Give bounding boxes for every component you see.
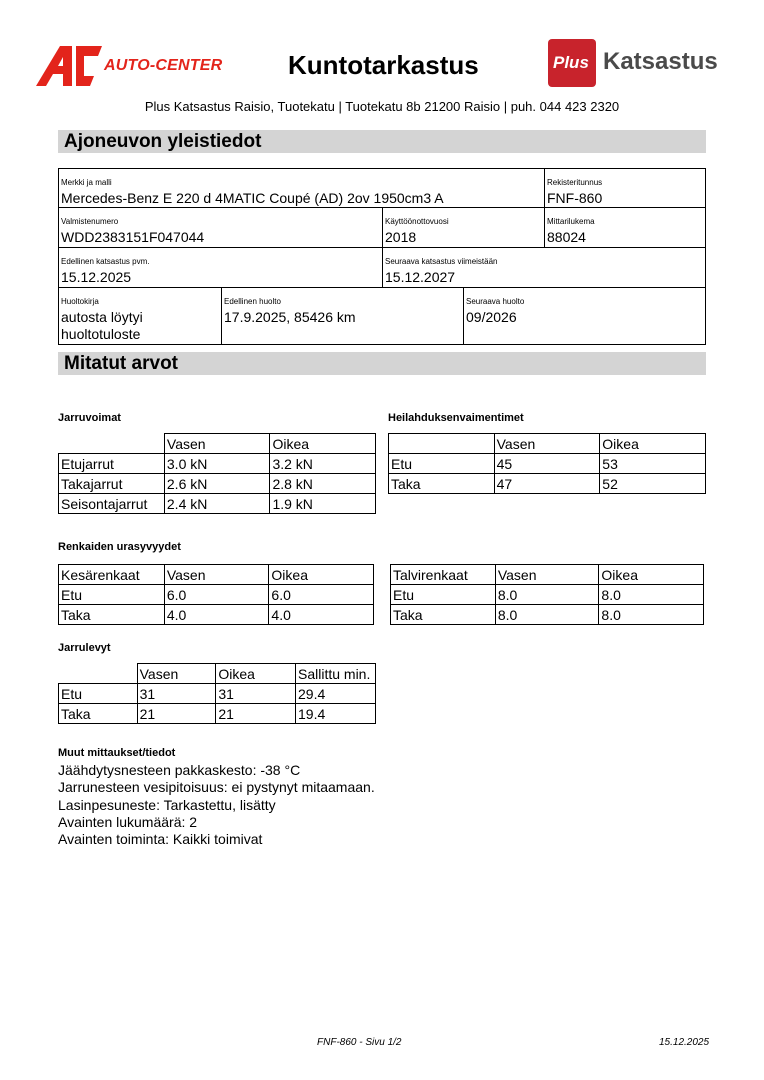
table-cell: 19.4: [296, 704, 376, 724]
header-cell: Oikea: [270, 434, 376, 454]
header-cell: Oikea: [600, 434, 706, 454]
table-cell: Etu: [391, 585, 496, 605]
header-cell: [389, 434, 495, 454]
table-cell: Seisontajarrut: [59, 494, 165, 514]
table-cell: 3.0 kN: [164, 454, 270, 474]
year-label: Käyttöönottovuosi: [385, 217, 449, 226]
odometer-cell: [544, 207, 706, 248]
list-item: Avainten lukumäärä: 2: [58, 813, 198, 830]
table-cell: 8.0: [495, 605, 599, 625]
table-row: [389, 474, 706, 494]
table-cell: Taka: [59, 605, 165, 625]
make-model-value: Mercedes-Benz E 220 d 4MATIC Coupé (AD) 2ov 1950cm3 A: [61, 190, 444, 206]
table-row: [391, 605, 704, 625]
table-cell: Taka: [389, 474, 495, 494]
table-row: [389, 454, 706, 474]
header-cell: Vasen: [494, 434, 600, 454]
prev-service-cell: [221, 287, 464, 345]
odometer-label: Mittarilukema: [547, 217, 595, 226]
table-cell: Etujarrut: [59, 454, 165, 474]
table-cell: 1.9 kN: [270, 494, 376, 514]
brakes-table: [58, 433, 376, 514]
table-header-row: [389, 434, 706, 454]
table-cell: 2.6 kN: [164, 474, 270, 494]
table-cell: 8.0: [495, 585, 599, 605]
table-cell: Takajarrut: [59, 474, 165, 494]
make-model-cell: [58, 168, 545, 208]
year-cell: [382, 207, 545, 248]
table-cell: 31: [137, 684, 216, 704]
header-cell: Oikea: [216, 664, 296, 684]
reg-label: Rekisteritunnus: [547, 178, 603, 187]
table-cell: 2.4 kN: [164, 494, 270, 514]
table-row: [59, 494, 376, 514]
footer-date: 15.12.2025: [659, 1037, 710, 1048]
table-cell: 31: [216, 684, 296, 704]
table-cell: Taka: [59, 704, 138, 724]
list-item: Jarrunesteen vesipitoisuus: ei pystynyt mitaamaan.: [58, 779, 375, 796]
header-cell: Vasen: [137, 664, 216, 684]
odometer-value: 88024: [547, 229, 586, 245]
prev-inspection-cell: [58, 247, 383, 288]
next-service-label: Seuraava huolto: [466, 297, 525, 306]
prev-inspection-label: Edellinen katsastus pvm.: [61, 257, 150, 266]
table-cell: Etu: [59, 684, 138, 704]
table-cell: 53: [600, 454, 706, 474]
header-cell: Sallittu min.: [296, 664, 376, 684]
station-address: Plus Katsastus Raisio, Tuotekatu | Tuotekatu 8b 21200 Raisio | puh. 044 423 2320: [144, 99, 620, 114]
table-cell: 8.0: [599, 605, 704, 625]
table-cell: 47: [494, 474, 600, 494]
servicebook-value-line2: huoltotuloste: [61, 326, 141, 342]
header-cell: Kesärenkaat: [59, 565, 165, 585]
auto-center-logo-text: AUTO-CENTER: [104, 57, 223, 74]
vin-label: Valmistenumero: [61, 217, 119, 226]
table-cell: 45: [494, 454, 600, 474]
next-inspection-value: 15.12.2027: [385, 269, 456, 285]
prev-service-value: 17.9.2025, 85426 km: [224, 309, 356, 325]
vin-value: WDD2383151F047044: [61, 229, 205, 245]
header-cell: [59, 664, 138, 684]
table-row: [59, 585, 374, 605]
header-cell: Oikea: [269, 565, 374, 585]
table-cell: 21: [216, 704, 296, 724]
table-row: [59, 684, 376, 704]
page-title: Kuntotarkastus: [288, 50, 479, 80]
other-measurements-list: [58, 762, 375, 848]
table-row: [59, 474, 376, 494]
table-cell: 21: [137, 704, 216, 724]
winter-tyres-table: [390, 564, 704, 625]
vin-cell: [58, 207, 383, 248]
table-row: [391, 585, 704, 605]
table-cell: 3.2 kN: [270, 454, 376, 474]
table-header-row: [59, 434, 376, 454]
table-cell: Taka: [391, 605, 496, 625]
servicebook-label: Huoltokirja: [61, 297, 99, 306]
next-inspection-cell: [382, 247, 706, 288]
vehicle-info-table: [58, 168, 706, 345]
header-cell: Oikea: [599, 565, 704, 585]
reg-cell: [544, 168, 706, 208]
table-row: [59, 454, 376, 474]
section-title: Mitatut arvot: [64, 353, 178, 374]
prev-inspection-value: 15.12.2025: [61, 269, 132, 285]
section-vehicle-header: [58, 130, 706, 153]
header-cell: Talvirenkaat: [391, 565, 496, 585]
other-title: Muut mittaukset/tiedot: [58, 747, 176, 759]
table-cell: 6.0: [269, 585, 374, 605]
next-service-cell: [463, 287, 706, 345]
table-cell: 29.4: [296, 684, 376, 704]
section-title: Ajoneuvon yleistiedot: [64, 131, 262, 152]
next-service-value: 09/2026: [466, 309, 517, 325]
table-cell: 8.0: [599, 585, 704, 605]
list-item: Jäähdytysnesteen pakkaskesto: -38 °C: [58, 762, 301, 778]
list-item: Lasinpesuneste: Tarkastettu, lisätty: [58, 796, 276, 813]
year-value: 2018: [385, 229, 417, 245]
table-header-row: [59, 664, 376, 684]
shocks-table: [388, 433, 706, 494]
brake-discs-table: [58, 663, 376, 724]
servicebook-cell: [58, 287, 222, 345]
table-cell: 2.8 kN: [270, 474, 376, 494]
header-cell: [59, 434, 165, 454]
prev-service-label: Edellinen huolto: [224, 297, 281, 306]
table-header-row: [59, 565, 374, 585]
table-row: [59, 704, 376, 724]
table-header-row: [391, 565, 704, 585]
table-cell: Etu: [59, 585, 165, 605]
table-cell: Etu: [389, 454, 495, 474]
summer-tyres-table: [58, 564, 374, 625]
next-inspection-label: Seuraava katsastus viimeistään: [385, 257, 498, 266]
shocks-title: Heilahduksenvaimentimet: [388, 412, 524, 424]
plus-logo-text: Plus: [553, 53, 589, 72]
list-item: Avainten toiminta: Kaikki toimivat: [58, 831, 263, 848]
discs-title: Jarrulevyt: [58, 642, 111, 654]
tread-title: Renkaiden urasyvyydet: [58, 541, 181, 553]
header-cell: Vasen: [164, 565, 269, 585]
header-cell: Vasen: [495, 565, 599, 585]
header-cell: Vasen: [164, 434, 270, 454]
brakes-title: Jarruvoimat: [58, 412, 121, 424]
table-cell: 4.0: [269, 605, 374, 625]
table-cell: 4.0: [164, 605, 269, 625]
table-cell: 52: [600, 474, 706, 494]
reg-value: FNF-860: [547, 190, 603, 206]
table-cell: 6.0: [164, 585, 269, 605]
table-row: [59, 605, 374, 625]
section-measured-header: [58, 352, 706, 375]
katsastus-logo-text: Katsastus: [603, 48, 718, 75]
footer-page-number: FNF-860 - Sivu 1/2: [317, 1037, 402, 1048]
make-model-label: Merkki ja malli: [61, 178, 112, 187]
servicebook-value-line1: autosta löytyi: [61, 309, 143, 325]
